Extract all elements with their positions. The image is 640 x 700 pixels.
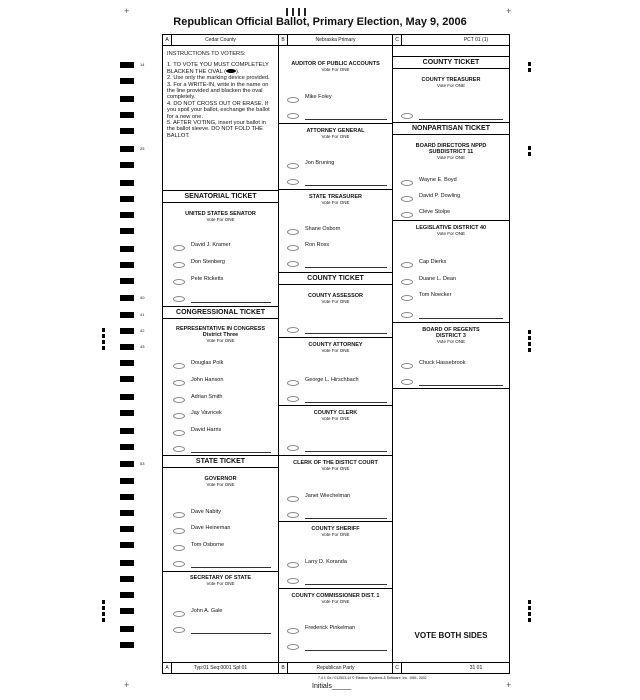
timing-mark [528,68,531,72]
office-title: CLERK OF THE DISTICT COURT Vote For ONE [293,460,378,471]
office-title: GOVERNOR Vote For ONE [204,476,237,487]
vote-oval[interactable] [401,262,413,268]
vote-oval[interactable] [173,245,185,251]
vote-oval[interactable] [173,512,185,518]
timing-mark [120,642,134,648]
timing-mark [120,212,134,218]
office-title: LEGISLATIVE DISTRICT 40 Vote For ONE [415,225,487,236]
vote-oval[interactable] [401,295,413,301]
candidate-name: Mike Foley [305,94,332,100]
timing-mark [120,494,134,500]
column-b [279,35,393,673]
office-title: AUDITOR OF PUBLIC ACCOUNTS Vote For ONE [291,61,380,72]
vote-oval[interactable] [401,180,413,186]
margin-number: 25 [140,146,145,151]
candidate-name: George L. Hirschbach [305,377,359,383]
vote-oval[interactable] [173,611,185,617]
write-in-oval[interactable] [287,578,299,584]
write-in-oval[interactable] [173,561,185,567]
candidate-name: David J. Kramer [191,242,231,248]
vote-oval[interactable] [401,279,413,285]
timing-mark [528,342,531,346]
county-ticket-heading: COUNTY TICKET [393,56,509,69]
candidate-name: Cap Dierks [419,259,447,265]
timing-mark [120,510,134,516]
write-in-oval[interactable] [287,445,299,451]
registration-mark: + [506,6,512,16]
margin-number: 14 [140,62,145,67]
office-title: COUNTY COMMISSIONER DIST. 1 Vote For ONE [291,593,380,604]
congressional-ticket-heading: CONGRESSIONAL TICKET [163,306,278,319]
candidate-name: Pete Ricketts [191,276,224,282]
timing-mark [528,600,531,604]
vote-oval[interactable] [287,496,299,502]
column-a [163,35,279,673]
imprint-text: 7.4.1 Ge / 012503-14 © Election Systems & Software, Inc. 1981, 2002 [318,676,427,680]
column-footer: C 31 01 [393,662,509,673]
vote-oval[interactable] [173,363,185,369]
timing-mark [120,312,134,318]
vote-oval[interactable] [287,628,299,634]
office-title: COUNTY SHERIFF Vote For ONE [311,526,360,537]
timing-dash [286,8,288,16]
vote-oval[interactable] [173,397,185,403]
vote-oval[interactable] [401,196,413,202]
write-in-oval[interactable] [401,312,413,318]
timing-mark [120,78,134,84]
timing-mark [120,162,134,168]
candidate-name: David P. Dowling [419,193,461,199]
timing-mark [120,428,134,434]
vote-oval[interactable] [401,212,413,218]
write-in-line[interactable] [191,302,271,303]
office-title: COUNTY TREASURER Vote For ONE [421,77,481,88]
candidate-name: Frederick Pinkelman [305,625,356,631]
column-header: B Nebraska Primary [279,35,392,46]
candidate-name: Dave Nabity [191,509,221,515]
write-in-line[interactable] [305,584,387,585]
timing-mark [120,295,134,301]
timing-mark [120,62,134,68]
candidate-name: John A. Gale [191,608,223,614]
office-title: COUNTY CLERK Vote For ONE [313,410,358,421]
timing-mark [120,196,134,202]
candidate-name: Cleve Stolpe [419,209,451,215]
candidate-name: Janet Wiechelman [305,493,351,499]
office-title: BOARD DIRECTORS NPPD SUBDISTRICT 11 Vote For ONE [415,143,487,160]
write-in-line[interactable] [305,267,387,268]
column-header: C PCT 01 (1) [393,35,509,46]
vote-oval[interactable] [287,229,299,235]
write-in-line[interactable] [305,402,387,403]
timing-mark [120,376,134,382]
candidate-name: Duane L. Dean [419,276,456,282]
vote-oval[interactable] [173,545,185,551]
timing-mark [120,626,134,632]
timing-mark [102,328,105,332]
write-in-line[interactable] [305,451,387,452]
timing-mark [120,542,134,548]
timing-mark [120,278,134,284]
nonpartisan-ticket-heading: NONPARTISAN TICKET [393,122,509,135]
write-in-line[interactable] [191,633,271,634]
voter-instructions: INSTRUCTIONS TO VOTERS: 1. TO VOTE YOU MUST COMPLETELY BLACKEN THE OVAL ( ). 2. Use only the marking device provided. 3. For a WRITE-IN, write in the name on the line provided and blacken the oval completely. 4. DO NOT CROSS OUT OR ERASE. If you spoil your ballot, exchange the ballot for a new one. 5. AFTER VOTING, insert your ballot in the ballot sleeve. DO NOT FOLD THE BALLOT. [167,51,270,139]
write-in-oval[interactable] [287,261,299,267]
timing-mark [120,560,134,566]
column-c [393,35,509,673]
candidate-name: Tom Noecker [419,292,452,298]
timing-mark [120,246,134,252]
write-in-line[interactable] [305,119,387,120]
timing-mark [120,608,134,614]
timing-mark [120,394,134,400]
candidate-name: Adrian Smith [191,394,223,400]
vote-oval[interactable] [287,163,299,169]
candidate-name: Tom Osborne [191,542,225,548]
timing-mark [102,600,105,604]
timing-mark [120,526,134,532]
write-in-oval[interactable] [173,627,185,633]
vote-both-sides-note: VOTE BOTH SIDES [414,631,488,640]
timing-mark [102,612,105,616]
candidate-name: David Harris [191,427,222,433]
timing-mark [102,334,105,338]
timing-mark [120,128,134,134]
candidate-name: Wayne E. Boyd [419,177,457,183]
timing-mark [120,592,134,598]
timing-mark [120,360,134,366]
write-in-oval[interactable] [401,113,413,119]
write-in-oval[interactable] [287,396,299,402]
candidate-name: Larry D. Koranda [305,559,347,565]
timing-mark [120,344,134,350]
margin-number: 40 [140,295,145,300]
vote-oval[interactable] [173,528,185,534]
timing-dash [304,8,306,16]
timing-mark [102,618,105,622]
vote-oval[interactable] [173,262,185,268]
vote-oval[interactable] [287,97,299,103]
write-in-line[interactable] [305,518,387,519]
timing-mark [528,152,531,156]
senatorial-ticket-heading: SENATORIAL TICKET [163,190,278,203]
office-title: UNITED STATES SENATOR Vote For ONE [185,211,256,222]
candidate-name: John Hanson [191,377,224,383]
candidate-name: Jay Vavricek [191,410,222,416]
timing-mark [102,340,105,344]
office-title: REPRESENTATIVE IN CONGRESS District Three Vote For ONE [175,326,266,343]
candidate-name: Ron Ross [305,242,330,248]
timing-mark [120,96,134,102]
write-in-line[interactable] [419,385,503,386]
margin-number: 42 [140,328,145,333]
timing-mark [120,576,134,582]
candidate-name: Dave Heineman [191,525,231,531]
write-in-oval[interactable] [173,446,185,452]
write-in-oval[interactable] [173,296,185,302]
write-in-line[interactable] [305,650,387,651]
timing-mark [120,146,134,152]
registration-mark: + [506,680,512,690]
write-in-oval[interactable] [287,113,299,119]
vote-oval[interactable] [287,562,299,568]
vote-oval[interactable] [173,430,185,436]
column-footer: B Republican Party [279,662,392,673]
filled-oval-icon [226,69,236,73]
write-in-line[interactable] [305,333,387,334]
vote-oval[interactable] [287,380,299,386]
office-title: COUNTY ATTORNEY Vote For ONE [308,342,363,353]
office-title: COUNTY ASSESSOR Vote For ONE [307,293,363,304]
office-title: ATTORNEY GENERAL Vote For ONE [306,128,365,139]
timing-dash [292,8,294,16]
timing-mark [528,612,531,616]
write-in-line[interactable] [191,452,271,453]
write-in-line[interactable] [191,567,271,568]
write-in-oval[interactable] [401,379,413,385]
office-title: SECRETARY OF STATE Vote For ONE [189,575,252,586]
timing-mark [120,180,134,186]
timing-mark [120,410,134,416]
timing-mark [120,112,134,118]
timing-mark [528,348,531,352]
county-ticket-heading: COUNTY TICKET [279,272,392,285]
timing-mark [120,444,134,450]
timing-mark [528,146,531,150]
timing-mark [528,330,531,334]
vote-oval[interactable] [173,380,185,386]
timing-mark [120,228,134,234]
write-in-oval[interactable] [287,512,299,518]
write-in-oval[interactable] [287,327,299,333]
timing-mark [120,328,134,334]
vote-oval[interactable] [173,279,185,285]
ballot-title: Republican Official Ballot, Primary Election, May 9, 2006 [173,16,467,28]
timing-mark [528,336,531,340]
vote-oval[interactable] [173,413,185,419]
ballot-sheet [162,34,510,674]
column-footer: A Typ:01 Seq:0001 Spl:01 [163,662,278,673]
office-title: BOARD OF REGENTS DISTRICT 3 Vote For ONE [422,327,480,344]
vote-oval[interactable] [401,363,413,369]
candidate-name: Jon Bruning [305,160,335,166]
timing-mark [528,606,531,610]
margin-number: 41 [140,312,145,317]
write-in-oval[interactable] [287,644,299,650]
write-in-line[interactable] [419,318,503,319]
candidate-name: Don Stenberg [191,259,225,265]
timing-mark [120,262,134,268]
timing-dash [298,8,300,16]
write-in-line[interactable] [419,119,503,120]
candidate-name: Shane Osborn [305,226,341,232]
registration-mark: + [124,680,130,690]
timing-mark [102,606,105,610]
timing-mark [528,618,531,622]
timing-mark [120,461,134,467]
state-ticket-heading: STATE TICKET [163,455,278,468]
timing-mark [120,478,134,484]
vote-oval[interactable] [287,245,299,251]
office-title: STATE TREASURER Vote For ONE [309,194,362,205]
candidate-name: Chuck Hassebrook [419,360,466,366]
write-in-line[interactable] [305,185,387,186]
initials-field[interactable]: Initials_____ [312,683,352,690]
column-header: A Cedar County [163,35,278,46]
margin-number: 53 [140,461,145,466]
registration-mark: + [124,6,130,16]
write-in-oval[interactable] [287,179,299,185]
timing-mark [102,346,105,350]
candidate-name: Douglas Polk [191,360,224,366]
margin-number: 43 [140,344,145,349]
timing-mark [528,62,531,66]
